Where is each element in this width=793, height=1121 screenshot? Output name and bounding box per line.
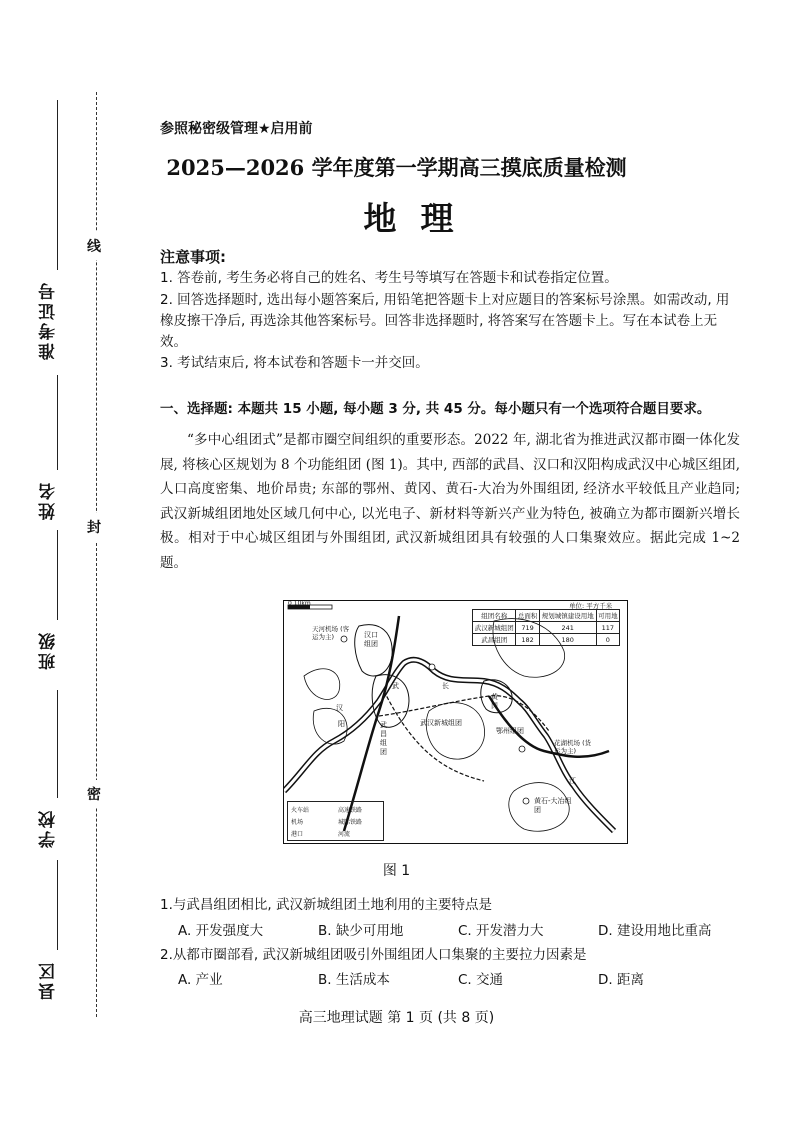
- legend-item: 港口: [291, 831, 304, 838]
- cut-mark-secret: 密: [87, 780, 101, 808]
- table-cell: 719: [516, 622, 539, 634]
- table-header-cell: 规划城镇建设用地: [539, 610, 596, 622]
- table-cell: 武昌组团: [473, 634, 516, 646]
- table-header-cell: 总面积: [516, 610, 539, 622]
- label-huanggang: 黄冈: [491, 693, 498, 710]
- name-line: [57, 375, 58, 470]
- exam-id-label: 准考证号: [39, 280, 59, 360]
- question-passage: “多中心组团式”是都市圈空间组织的重要形态。2022 年, 湖北省为推进武汉都市圈一体化发展, 将核心区规划为 8 个功能组团 (图 1)。其中, 西部的武昌、汉口和汉阳构成武汉中心城区组团, 人口高度密集、地价昂贵; 东部的鄂州、黄冈、黄石-大冶为外围组团, 经济水平较低且产业趋同; 武汉新城组团地处区域几何中心, 以光电子、新材料等新兴产业为特色, 被确立为都市圈新兴增长极。相对于中心城区组团与外围组团, 武汉新城组团具有较强的人口集聚效应。据此完成 1~2 题。: [160, 432, 740, 571]
- figure-caption: 图 1: [382, 863, 411, 879]
- district-label: 县区: [39, 960, 59, 1000]
- notice-item-1: 1. 答卷前, 考生务必将自己的姓名、考生号等填写在答题卡和试卷指定位置。: [160, 270, 618, 286]
- question-1-stem: 1.与武昌组团相比, 武汉新城组团土地利用的主要特点是: [160, 897, 492, 913]
- area-table: [472, 609, 620, 646]
- map-legend: [287, 801, 384, 841]
- subject-title: 地理: [363, 199, 478, 238]
- legend-item: 火车站: [291, 807, 310, 814]
- table-cell: 180: [539, 634, 596, 646]
- label-huangshi: 黄石-大冶组团: [534, 797, 572, 814]
- notice-heading: 注意事项:: [160, 248, 226, 266]
- class-line: [57, 530, 58, 620]
- name-label: 姓名: [39, 480, 59, 520]
- table-row: [473, 622, 620, 634]
- cut-mark-line: 线: [87, 232, 101, 260]
- map-scale: 0 10km: [288, 600, 311, 607]
- legend-item: 机场: [291, 819, 304, 826]
- label-chang: 长: [442, 682, 449, 690]
- label-han: 汉: [336, 704, 343, 712]
- q2-option-d[interactable]: D. 距离: [598, 972, 644, 988]
- exam-id-line: [57, 100, 58, 270]
- school-line: [57, 690, 58, 798]
- class-label: 班级: [39, 630, 59, 670]
- question-2-stem: 2.从都市圈部看, 武汉新城组团吸引外围组团人口集聚的主要拉力因素是: [160, 947, 587, 963]
- table-cell: 0: [596, 634, 619, 646]
- table-cell: 182: [516, 634, 539, 646]
- q2-option-a[interactable]: A. 产业: [178, 972, 223, 988]
- table-cell: 武汉新城组团: [473, 622, 516, 634]
- exam-title: 2025—2026 学年度第一学期高三摸底质量检测: [166, 155, 627, 180]
- label-xincheng: 武汉新城组团: [420, 719, 462, 727]
- table-header-cell: 可用地: [596, 610, 619, 622]
- notice-item-2: 2. 回答选择题时, 选出每小题答案后, 用铅笔把答题卡上对应题目的答案标号涂黑。如需改动, 用橡皮擦干净后, 再选涂其他答案标号。回答非选择题时, 将答案写在答题卡上。写在本试卷上无效。: [160, 292, 730, 350]
- label-wu: 武: [392, 682, 399, 690]
- label-ezhou: 鄂州组团: [496, 727, 524, 735]
- q1-option-b[interactable]: B. 缺少可用地: [318, 923, 404, 939]
- label-yang: 阳: [338, 720, 345, 728]
- table-cell: 241: [539, 622, 596, 634]
- label-huahu: 花湖机场 (货运为主): [554, 739, 592, 755]
- school-label: 学校: [39, 808, 59, 848]
- q1-option-c[interactable]: C. 开发潜力大: [458, 923, 544, 939]
- wuhan-map-figure: [283, 600, 628, 844]
- label-tianhe: 天河机场 (客运为主): [312, 625, 350, 641]
- legend-item: 河流: [338, 831, 351, 838]
- q1-option-d[interactable]: D. 建设用地比重高: [598, 923, 712, 939]
- label-hankou: 汉口组团: [364, 631, 378, 648]
- label-wuchang: 武昌组团: [380, 721, 387, 756]
- page-footer: 高三地理试题 第 1 页 (共 8 页): [298, 1010, 495, 1026]
- table-cell: 117: [596, 622, 619, 634]
- q2-option-c[interactable]: C. 交通: [458, 972, 504, 988]
- section-heading: 一、选择题: 本题共 15 小题, 每小题 3 分, 共 45 分。每小题只有一个选项符合题目要求。: [160, 401, 711, 417]
- notice-item-3: 3. 考试结束后, 将本试卷和答题卡一并交回。: [160, 355, 429, 371]
- table-header-cell: 组团名称: [473, 610, 516, 622]
- q1-option-a[interactable]: A. 开发强度大: [178, 923, 264, 939]
- legend-item: 高速铁路: [338, 807, 363, 814]
- map-unit: 单位: 平方千米: [569, 602, 613, 610]
- legend-item: 城际铁路: [338, 819, 363, 826]
- cut-mark-seal: 封: [87, 513, 101, 541]
- label-jiang: 江: [569, 777, 576, 785]
- table-row: [473, 634, 620, 646]
- q2-option-b[interactable]: B. 生活成本: [318, 972, 390, 988]
- secret-level: 参照秘密级管理★启用前: [160, 121, 313, 137]
